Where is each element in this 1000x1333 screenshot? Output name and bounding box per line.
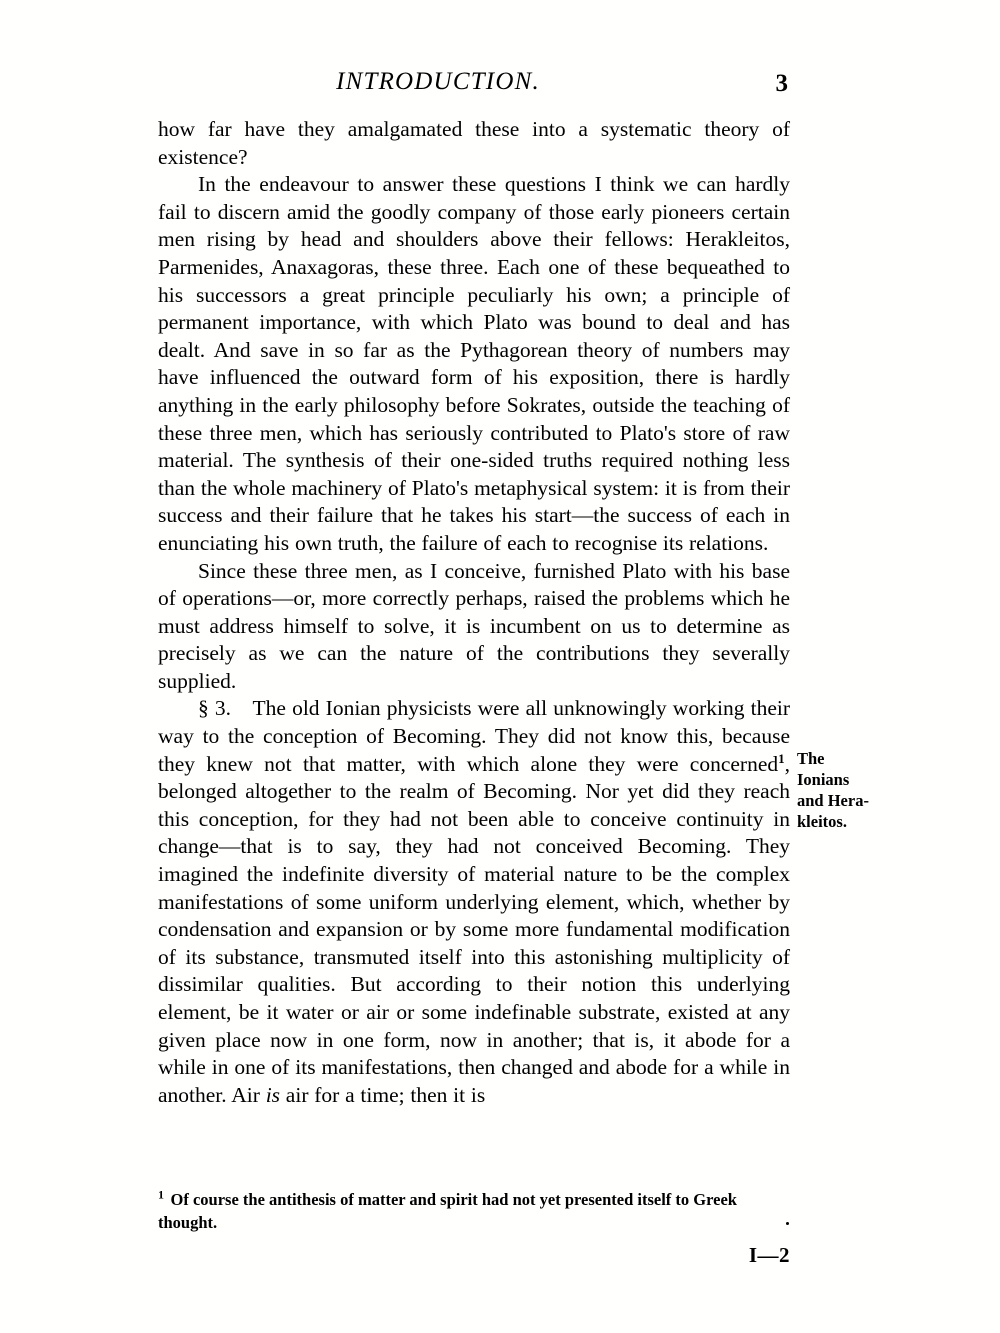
section-3-text-after-footnote: , belonged altogether to the realm of Becoming. Nor yet did they reach this conception, for they had not been able to conceive continuity in change—that is to say, they had not conceived Becoming. They imagined the indefinite diversity of material nature to be the complex manifestations of some uniform underlying element, which, whether by condensation and expansion or by some more fundamental modification of its substance, transmuted itself into this astonishing multiplicity of dissimilar qualities. But according to their notion this underlying element, be it water or air or some indefinable substrate, existed at any given place now in one form, now in another; that is, it abode for a while in one of its manifestations, then changed and abode for a while in another. Air xyxy=(158,751,790,1107)
footnote-marker: 1 xyxy=(158,1187,167,1202)
footnote-reference-marker: 1 xyxy=(778,750,785,766)
footnote xyxy=(158,1188,798,1234)
marginal-note-line-3: and Hera- xyxy=(797,791,869,810)
footnote-text: Of course the antithesis of matter and spirit had not yet presented itself to Greek thought. xyxy=(158,1190,737,1232)
section-3-text-before-footnote: The old Ionian physicists were all unknowingly working their way to the conception of Becoming. They did not know this, because they knew not that matter, with which alone they were concerned xyxy=(158,696,790,776)
signature-mark: I—2 xyxy=(748,1243,790,1267)
marginal-note-line-1: The xyxy=(797,749,825,768)
page-number: 3 xyxy=(775,70,788,97)
section-number: § 3. xyxy=(198,696,253,721)
emphasised-word: is xyxy=(265,1082,281,1107)
paragraph-continued: how far have they amalgamated these into a systematic theory of existence? xyxy=(158,117,790,169)
paragraph-endeavour: In the endeavour to answer these questions I think we can hardly fail to discern amid the goodly company of those early pioneers certain men rising by head and shoulders above their fellows: Herakleitos, Parmenides, Anaxagoras, these three. Each one of these bequeathed to his successors a great principle peculiarly his own; a principle of permanent importance, with which Plato was bound to deal and has dealt. And save in so far as the Pythagorean theory of numbers may have influenced the outward form of his exposition, there is hardly anything in the early philosophy before Sokrates, outside the teaching of these three men, which has seriously contributed to Plato's store of raw material. The synthesis of their one-sided truths required nothing less than the whole machinery of Plato's metaphysical system: it is from their success and their failure that he takes his start—the success of each in enunciating his own truth, the failure of each to recognise its relations. xyxy=(158,172,790,555)
paragraph-section-3 xyxy=(158,695,790,1109)
marginal-note-line-4: kleitos. xyxy=(797,812,847,831)
scan-artifact-dot xyxy=(786,1222,789,1225)
main-text-block xyxy=(158,116,790,1109)
marginal-note-line-2: Ionians xyxy=(797,770,850,789)
page-title: INTRODUCTION. xyxy=(336,68,540,95)
paragraph-since: Since these three men, as I conceive, furnished Plato with his base of operations—or, more correctly perhaps, raised the problems which he must address himself to solve, it is incumbent on us to determine as precisely as we can the nature of the contributions they severally supplied. xyxy=(158,558,790,693)
running-head xyxy=(158,68,788,106)
marginal-note xyxy=(797,748,917,832)
section-3-text-tail: air for a time; then it is xyxy=(280,1082,486,1107)
